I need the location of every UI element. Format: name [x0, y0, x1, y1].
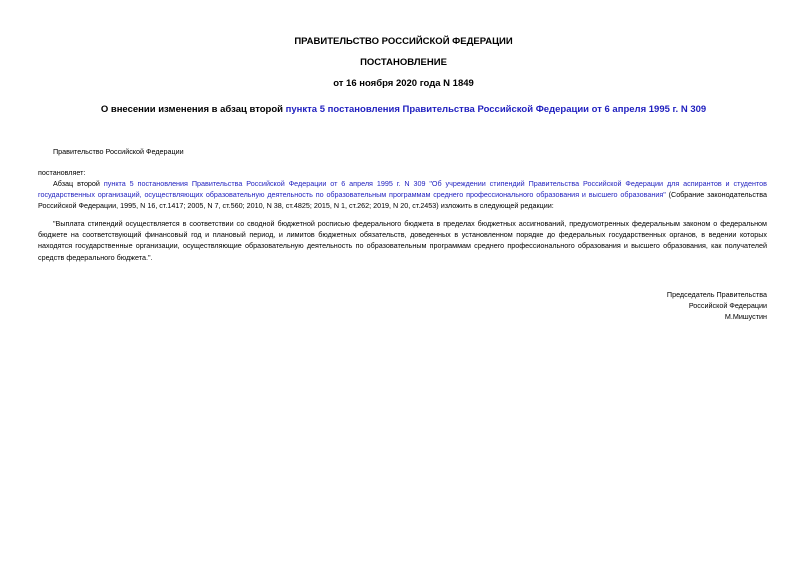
quote-paragraph: "Выплата стипендий осуществляется в соответствии со сводной бюджетной росписью федерального бюджета в пределах бюджетных ассигнований, предусмотренных федеральным законом о федеральном бюджете на соответствующий финансовый год и плановый период, и лимитов бюджетных обязательств, доведенных в установленном порядке до федеральных государственных органов, в ведении которых находятся государственные организации, осуществляющие образовательную деятельность по образовательным программам среднего профессионального образования и высшего образования, как получателей средств федерального бюджета.".	[38, 219, 767, 262]
document-date-number: от 16 ноября 2020 года N 1849	[333, 78, 474, 89]
title-link[interactable]: пункта 5 постановления Правительства Российской Федерации от 6 апреля 1995 г. N 309	[285, 104, 707, 115]
issuer-text: Правительство Российской Федерации	[53, 147, 184, 156]
signature-org: Российской Федерации	[688, 301, 767, 310]
main-link[interactable]: пункта 5 постановления Правительства Российской Федерации от 6 апреля 1995 г. N 309 "Об учреждении стипендий Правительства Российской Федерации для аспирантов и студентов государственных организаций, осуществляющих образовательную деятельность по образовательным программам среднего профессионального образования и высшего образования"	[38, 179, 767, 200]
main-suffix: (Собрание законодательства Российской Федерации, 1995, N 16, ст.1417; 2005, N 7, ст.560; 2010, N 38, ст.4825; 2015, N 1, ст.262; 2019, N 20, ст.2453) изложить в следующей редакции:	[38, 190, 767, 211]
title-prefix: О внесении изменения в абзац второй	[100, 104, 286, 115]
signature-name: М.Мишустин	[724, 312, 767, 321]
signature-title: Председатель Правительства	[666, 290, 767, 299]
main-paragraph	[38, 178, 767, 212]
document-title	[0, 104, 807, 115]
government-heading: ПРАВИТЕЛЬСТВО РОССИЙСКОЙ ФЕДЕРАЦИИ	[294, 36, 513, 47]
main-prefix: Абзац второй	[53, 179, 104, 188]
document-type: ПОСТАНОВЛЕНИЕ	[360, 57, 447, 68]
resolves-text: постановляет:	[38, 168, 86, 177]
